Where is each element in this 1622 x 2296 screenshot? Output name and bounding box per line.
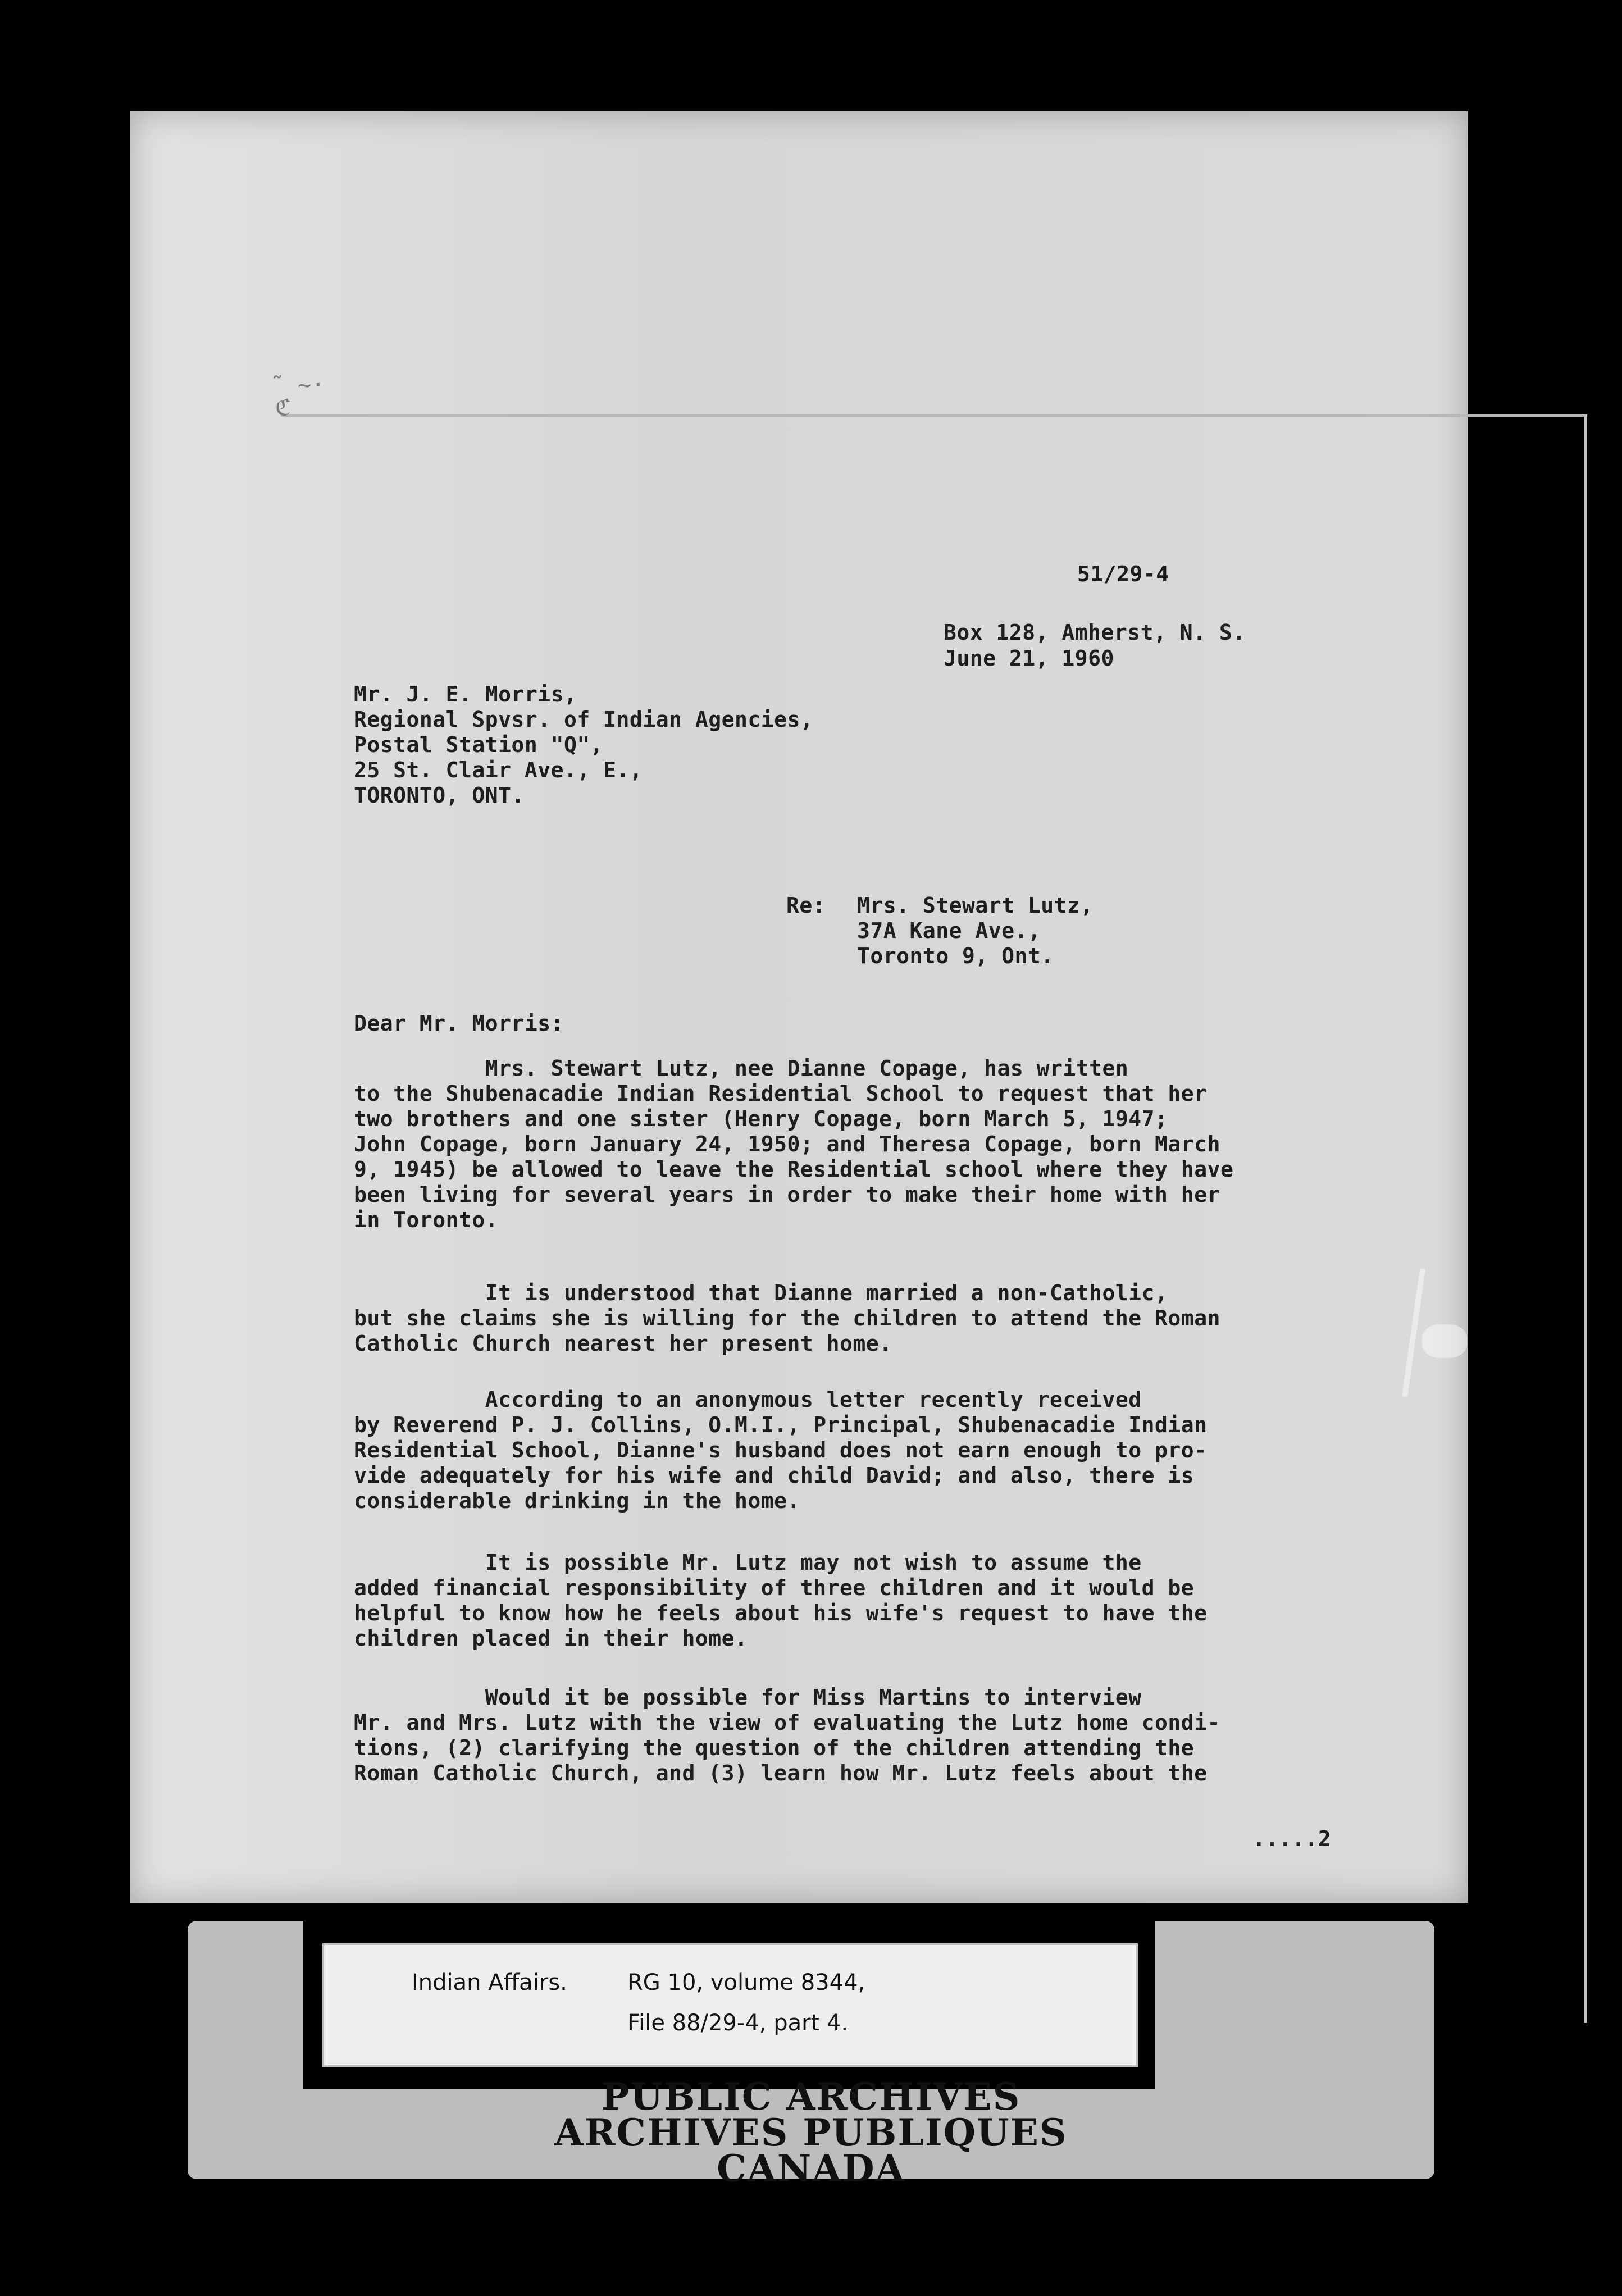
- archive-reference-label: [322, 1943, 1138, 2067]
- salutation: Dear Mr. Morris:: [354, 1011, 564, 1036]
- paragraph-4: It is possible Mr. Lutz may not wish to assume the added financial responsibility of three children and it would be helpful to know how he feels about his wife's request to have the children placed in their home.: [354, 1550, 1208, 1651]
- paper-glare-spot: [1422, 1324, 1467, 1358]
- sender-address: Box 128, Amherst, N. S.: [944, 620, 1246, 645]
- recipient-line: Postal Station "Q",: [354, 732, 604, 757]
- re-label: Re:: [786, 893, 826, 918]
- stamp-line: CANADA: [717, 2147, 905, 2190]
- pencil-mark: ˜ ~·: [271, 372, 325, 398]
- file-reference: 51/29-4: [1077, 562, 1169, 586]
- recipient-line: Regional Spvsr. of Indian Agencies,: [354, 707, 814, 732]
- re-line: 37A Kane Ave.,: [857, 918, 1041, 943]
- paragraph-3: According to an anonymous letter recently received by Reverend P. J. Collins, O.M.I., Principal, Shubenacadie Indian Residential School, Dianne's husband does not earn enough to pro- vide adequately for his wife and child David; and also, there is considerable drinking in the home.: [354, 1387, 1208, 1513]
- reference-line: RG 10, volume 8344,: [627, 1970, 865, 1996]
- pencil-mark-2: ℭ: [275, 395, 291, 421]
- stamp-line: ARCHIVES PUBLIQUES: [554, 2111, 1068, 2154]
- recipient-line: 25 St. Clair Ave., E.,: [354, 758, 643, 782]
- re-line: Mrs. Stewart Lutz,: [857, 893, 1094, 918]
- collection-name: Indian Affairs.: [412, 1970, 567, 1996]
- paragraph-1: Mrs. Stewart Lutz, nee Dianne Copage, has written to the Shubenacadie Indian Residential School to request that her two brothers and one sister (Henry Copage, born March 5, 1947; John Copage, born January 24, 1950; and Theresa Copage, born March 9, 1945) be allowed to leave the Residential school where they have been living for several years in order to make their home with her in Toronto.: [354, 1056, 1234, 1232]
- stamp-line: PUBLIC ARCHIVES: [601, 2075, 1021, 2119]
- re-line: Toronto 9, Ont.: [857, 944, 1054, 968]
- paragraph-2: It is understood that Dianne married a non-Catholic, but she claims she is willing for the children to attend the Roman Catholic Church nearest her present home.: [354, 1281, 1220, 1356]
- reference-line: File 88/29-4, part 4.: [627, 2010, 849, 2036]
- recipient-line: Mr. J. E. Morris,: [354, 682, 577, 707]
- paragraph-5: Would it be possible for Miss Martins to interview Mr. and Mrs. Lutz with the view of evaluating the Lutz home condi- tions, (2) clarifying the question of the children attending the Roman Catholic Church, and (3) learn how Mr. Lutz feels about the: [354, 1685, 1220, 1785]
- recipient-line: TORONTO, ONT.: [354, 783, 525, 808]
- letter-date: June 21, 1960: [944, 646, 1114, 671]
- page-continuation: .....2: [1252, 1826, 1332, 1851]
